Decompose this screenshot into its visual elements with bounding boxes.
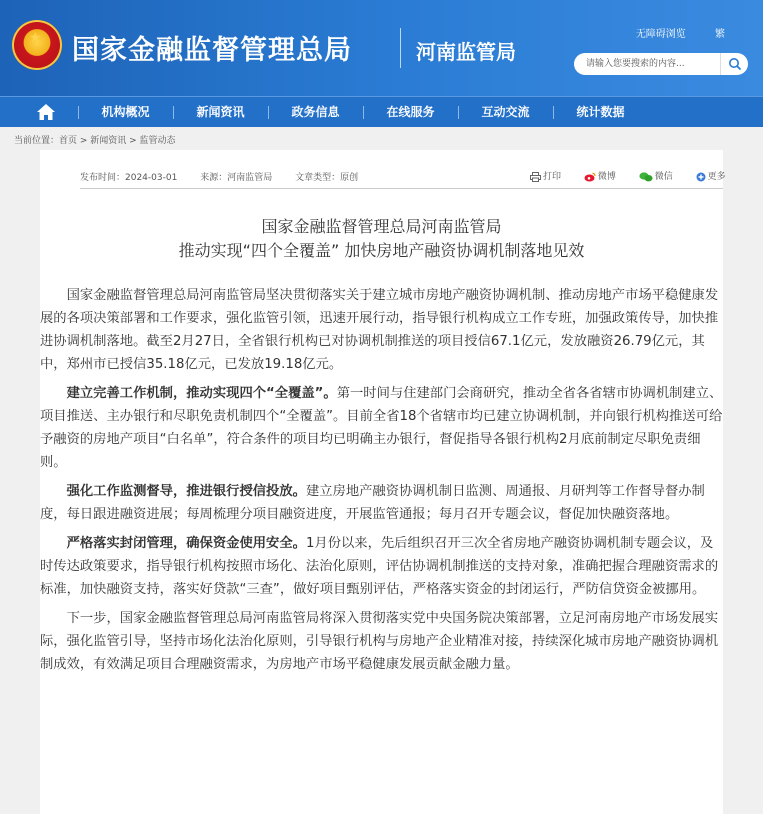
nav-item-online-service[interactable]: 在线服务 bbox=[386, 105, 435, 119]
article-body bbox=[40, 284, 723, 682]
home-icon[interactable] bbox=[36, 103, 56, 121]
site-subtitle[interactable]: 河南监管局 bbox=[416, 40, 516, 64]
site-header bbox=[0, 0, 763, 96]
article-panel bbox=[40, 150, 726, 814]
paragraph-text: 建立房地产融资协调机制日监测、周通报、月研判等工作督导督办制度，每日跟进融资进展；每周梳理分项目融资进度，开展监管通报；每月召开专题会议，督促加快融资落地。 bbox=[40, 484, 705, 522]
print-button[interactable] bbox=[530, 172, 571, 182]
article-paragraph bbox=[40, 480, 723, 526]
share-bar bbox=[530, 169, 746, 182]
article-title-line1: 国家金融监督管理总局河南监管局 bbox=[261, 217, 502, 236]
breadcrumb bbox=[14, 133, 176, 146]
weibo-share-button[interactable] bbox=[584, 172, 626, 182]
wechat-label: 微信 bbox=[654, 172, 673, 182]
breadcrumb-label: 当前位置： bbox=[14, 136, 60, 146]
nav-item-government-info[interactable]: 政务信息 bbox=[291, 105, 340, 119]
nav-item-institution[interactable]: 机构概况 bbox=[101, 105, 150, 119]
more-label: 更多 bbox=[707, 172, 726, 182]
search-button[interactable] bbox=[720, 53, 748, 75]
nav-item-interaction[interactable]: 互动交流 bbox=[481, 105, 530, 119]
publish-date: 发布时间：2024-03-01 bbox=[80, 173, 178, 183]
more-share-button[interactable] bbox=[696, 172, 736, 182]
search-icon bbox=[728, 57, 742, 71]
article-paragraph bbox=[40, 382, 723, 474]
main-nav bbox=[0, 96, 763, 127]
nav-item-statistics[interactable]: 统计数据 bbox=[576, 105, 625, 119]
site-title[interactable]: 国家金融监督管理总局 bbox=[72, 35, 352, 66]
article-paragraph: 国家金融监督管理总局河南监管局坚决贯彻落实关于建立城市房地产融资协调机制、推动房地产市场平稳健康发展的各项决策部署和工作要求，强化监管引领，迅速开展行动，指导银行机构成立工作专班，加强政策传导，加快推进协调机制落地。截至2月27日，全省银行机构已对协调机制推送的项目授信67.1亿元，发放融资26.79亿元，其中，郑州市已授信35.18亿元，已发放19.18亿元。 bbox=[40, 288, 719, 372]
weibo-icon bbox=[584, 172, 596, 182]
nav-item-news[interactable]: 新闻资讯 bbox=[196, 105, 245, 119]
more-icon bbox=[696, 172, 706, 182]
print-icon bbox=[530, 172, 541, 182]
wechat-icon bbox=[639, 172, 653, 182]
wechat-share-button[interactable] bbox=[639, 172, 683, 182]
article-meta bbox=[80, 170, 378, 183]
paragraph-text: 第一时间与住建部门会商研究，推动全省各省辖市协调机制建立、项目推送、主办银行和尽职免责机制四个“全覆盖”。目前全省18个省辖市均已建立协调机制，并向银行机构推送可给予融资的房地产项目“白名单”，符合条件的项目均已明确主办银行，督促指导各银行机构2月底前制定尽职免责细则。 bbox=[40, 386, 723, 470]
breadcrumb-path[interactable]: 首页 > 新闻资讯 > 监管动态 bbox=[59, 136, 176, 146]
title-divider bbox=[400, 28, 401, 68]
article-type: 文章类型：原创 bbox=[295, 173, 359, 183]
meta-divider bbox=[80, 188, 723, 189]
paragraph-lead: 强化工作监测督导，推进银行授信投放。 bbox=[66, 484, 306, 499]
accessibility-link[interactable]: 无障碍浏览 bbox=[635, 29, 686, 40]
article-paragraph bbox=[40, 532, 723, 601]
print-label: 打印 bbox=[543, 172, 562, 182]
weibo-label: 微博 bbox=[597, 172, 616, 182]
traditional-chinese-link[interactable]: 繁 bbox=[715, 29, 725, 40]
article-title-line2: 推动实现“四个全覆盖” 加快房地产融资协调机制落地见效 bbox=[178, 241, 585, 260]
national-emblem-logo[interactable] bbox=[12, 20, 62, 70]
top-links bbox=[610, 25, 725, 40]
article-paragraph: 下一步，国家金融监督管理总局河南监管局将深入贯彻落实党中央国务院决策部署，立足河南房地产市场发展实际，强化监管引导，坚持市场化法治化原则，引导银行机构与房地产企业精准对接，持续深化城市房地产融资协调机制成效，有效满足项目合理融资需求，为房地产市场平稳健康发展贡献金融力量。 bbox=[40, 611, 719, 672]
paragraph-lead: 建立完善工作机制，推动实现四个“全覆盖”。 bbox=[66, 386, 337, 401]
article-source: 来源：河南监管局 bbox=[200, 173, 273, 183]
paragraph-text: 1月份以来，先后组织召开三次全省房地产融资协调机制专题会议，及时传达政策要求，指导银行机构按照市场化、法治化原则，评估协调机制推送的支持对象，准确把握合理融资需求的标准，加快融资支持，落实好贷款“三查”，做好项目甄别评估，严格落实资金的封闭运行，严防信贷资金被挪用。 bbox=[40, 536, 719, 597]
paragraph-lead: 严格落实封闭管理，确保资金使用安全。 bbox=[66, 536, 306, 551]
search-input[interactable]: 请输入您要搜索的内容... bbox=[574, 53, 720, 75]
